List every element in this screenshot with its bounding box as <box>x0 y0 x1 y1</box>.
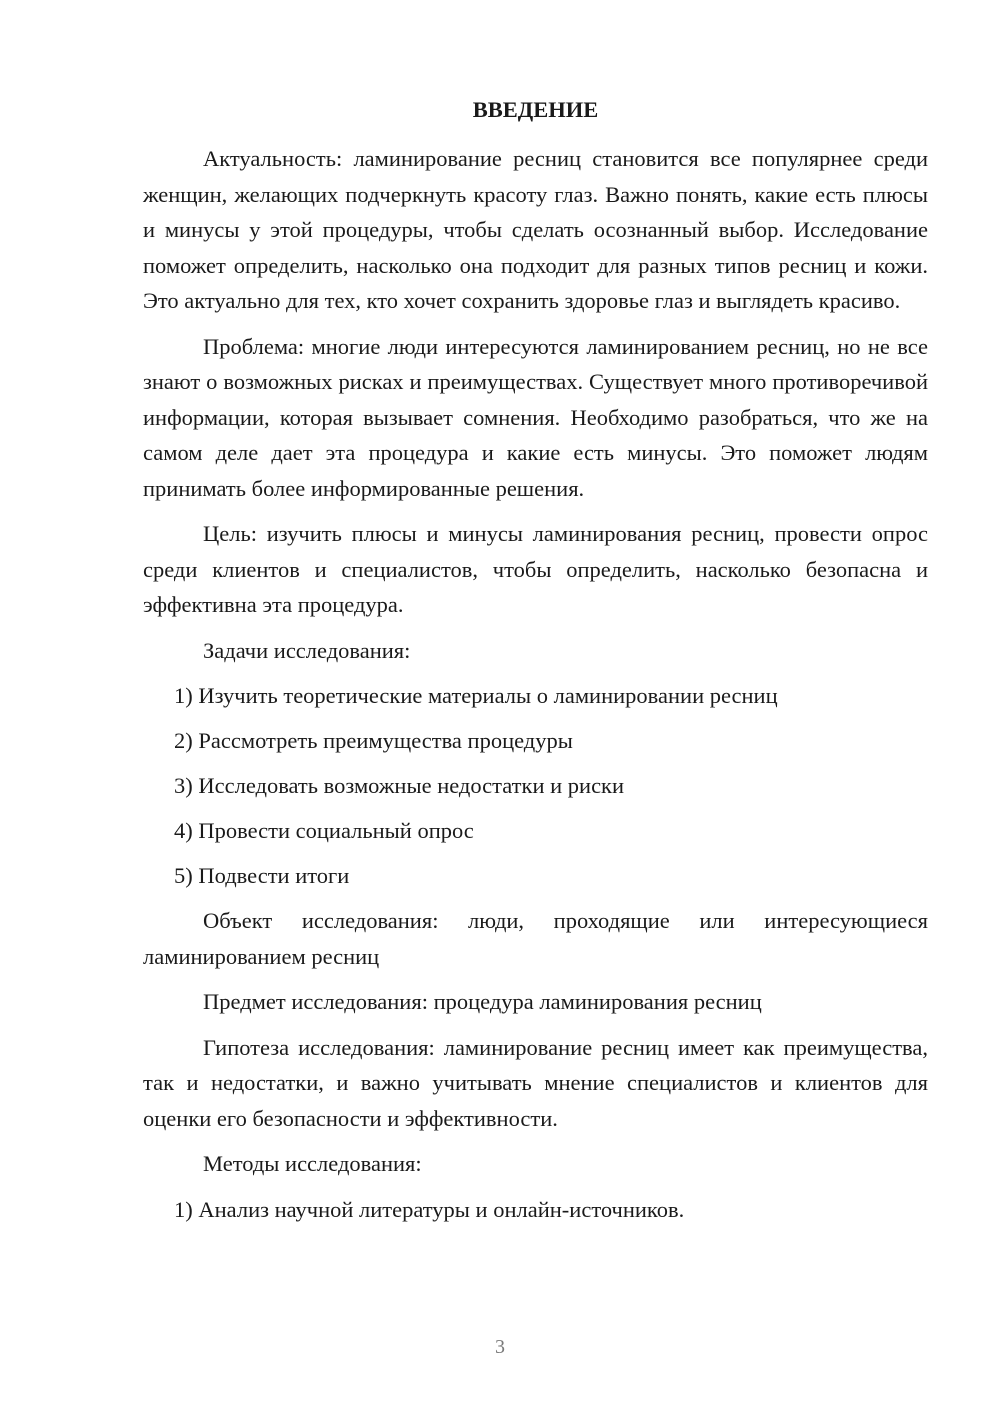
hypothesis-paragraph: Гипотеза исследования: ламинирование ресниц имеет как преимущества, так и недостатки, и важно учитывать мнение специалистов и клиентов для оценки его безопасности и эффективности. <box>143 1034 928 1131</box>
list-item: 4) Провести социальный опрос <box>174 818 474 843</box>
page-title: ВВЕДЕНИЕ <box>472 97 599 122</box>
problem-paragraph: Проблема: многие люди интересуются ламинированием ресниц, но не все знают о возможных рисках и преимуществах. Существует много противоречивой информации, которая вызывает сомнения. Необходимо разобраться, что же на самом деле дает эта процедура и какие есть минусы. Это поможет людям принимать более информированные решения. <box>143 333 928 501</box>
page-content <box>143 96 928 1237</box>
list-item: 3) Исследовать возможные недостатки и риски <box>174 773 625 798</box>
page-number: 3 <box>495 1336 505 1358</box>
list-item: 5) Подвести итоги <box>174 863 350 888</box>
object-paragraph: Объект исследования: люди, проходящие или интересующиеся ламинированием ресниц <box>143 908 928 969</box>
list-item: 1) Анализ научной литературы и онлайн-источников. <box>174 1196 685 1222</box>
tasks-heading: Задачи исследования: <box>203 637 411 663</box>
methods-list <box>143 1192 928 1228</box>
subject-paragraph: Предмет исследования: процедура ламинирования ресниц <box>203 989 762 1014</box>
methods-heading: Методы исследования: <box>203 1151 422 1176</box>
tasks-list <box>143 678 928 894</box>
list-item: 1) Изучить теоретические материалы о ламинировании ресниц <box>174 683 778 708</box>
goal-paragraph: Цель: изучить плюсы и минусы ламинирования ресниц, провести опрос среди клиентов и специалистов, чтобы определить, насколько безопасна и эффективна эта процедура. <box>143 521 928 617</box>
list-item: 2) Рассмотреть преимущества процедуры <box>174 728 573 753</box>
relevance-paragraph: Актуальность: ламинирование ресниц становится все популярнее среди женщин, желающих подчеркнуть красоту глаз. Важно понять, какие есть плюсы и минусы у этой процедуры, чтобы сделать осознанный выбор. Исследование поможет определить, насколько она подходит для разных типов ресниц и кожи. Это актуально для тех, кто хочет сохранить здоровье глаз и выглядеть красиво. <box>143 146 928 313</box>
